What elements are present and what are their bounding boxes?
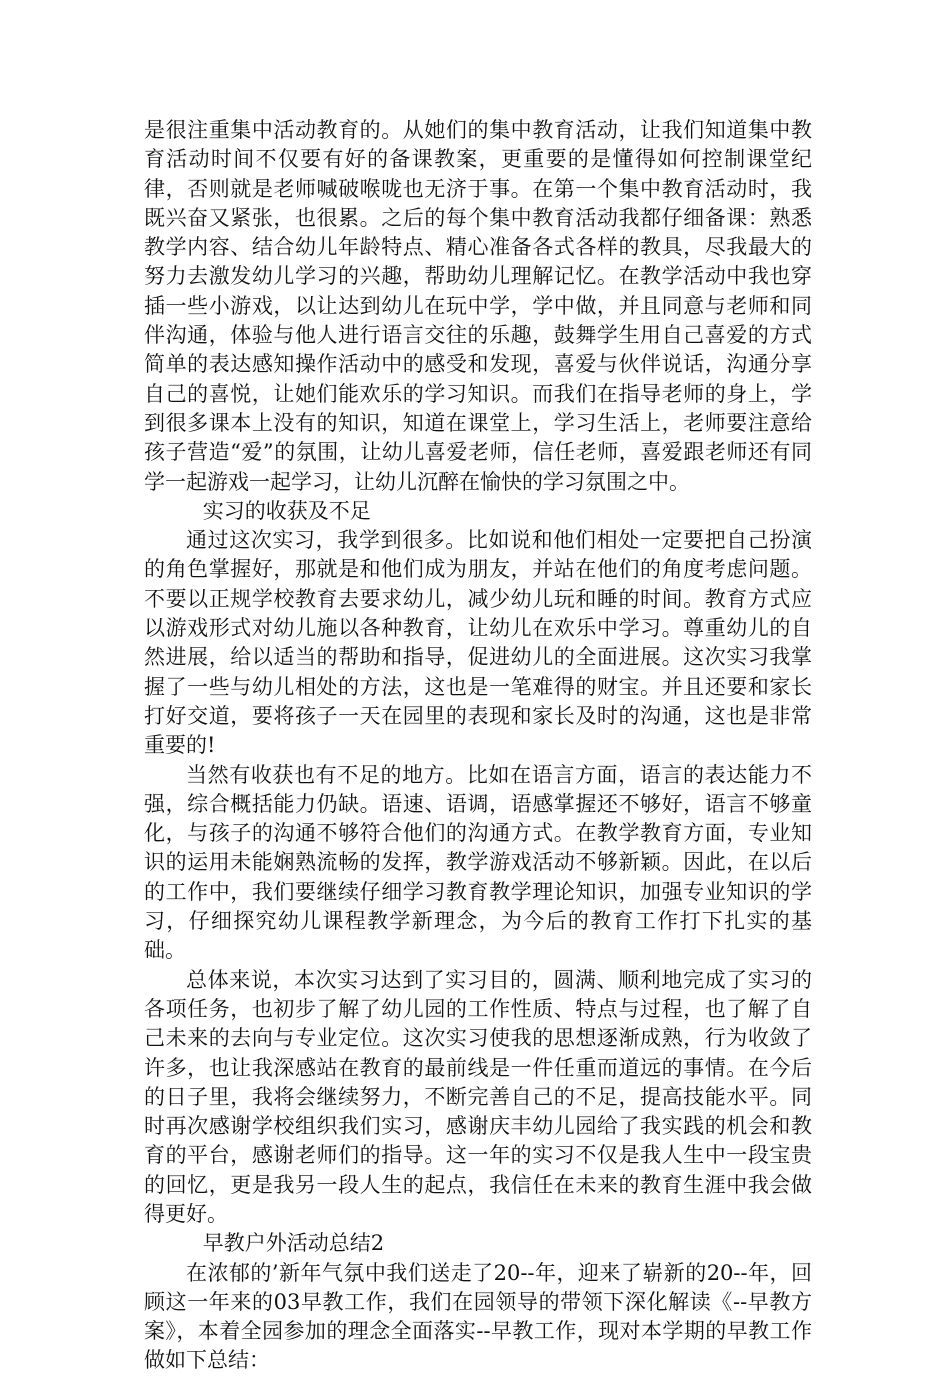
body-paragraph-shortcomings: 当然有收获也有不足的地方。比如在语言方面，语言的表达能力不强，综合概括能力仍缺。语速、语调，语感掌握还不够好，语言不够童化，与孩子的沟通不够符合他们的沟通方式。在教学教育方面，专业知识的运用未能娴熟流畅的发挥，教学游戏活动不够新颖。因此，在以后的工作中，我们要继续仔细学习教育教学理论知识，加强专业知识的学习，仔细探究幼儿课程教学新理念，为今后的教育工作打下扎实的基础。: [144, 762, 812, 963]
body-paragraph-gains: 通过这次实习，我学到很多。比如说和他们相处一定要把自己扮演的角色掌握好，那就是和他们成为朋友，并站在他们的角度考虑问题。不要以正规学校教育去要求幼儿，减少幼儿玩和睡的时间。教育方式应以游戏形式对幼儿施以各种教育，让幼儿在欢乐中学习。尊重幼儿的自然进展，给以适当的帮助和指导，促进幼儿的全面进展。这次实习我掌握了一些与幼儿相处的方法，这也是一笔难得的财宝。并且还要和家长打好交道，要将孩子一天在园里的表现和家长及时的沟通，这也是非常重要的!: [144, 528, 812, 758]
body-paragraph-new-year: 在浓郁的’新年气氛中我们送走了20--年，迎来了崭新的20--年，回顾这一年来的03早教工作，我们在园领导的带领下深化解读《--早教方案》，本着全园参加的理念全面落实--早教工作，现对本学期的早教工作做如下总结：: [144, 1260, 812, 1373]
section-heading-early-education-summary: 早教户外活动总结2: [202, 1231, 385, 1256]
document-page: [144, 116, 812, 1376]
body-paragraph-continued: 是很注重集中活动教育的。从她们的集中教育活动，让我们知道集中教育活动时间不仅要有好的备课教案，更重要的是懂得如何控制课堂纪律，否则就是老师喊破喉咙也无济于事。在第一个集中教育活动时，我既兴奋又紧张，也很累。之后的每个集中教育活动我都仔细备课：熟悉教学内容、结合幼儿年龄特点、精心准备各式各样的教具，尽我最大的努力去激发幼儿学习的兴趣，帮助幼儿理解记忆。在教学活动中我也穿插一些小游戏，以让达到幼儿在玩中学，学中做，并且同意与老师和同伴沟通，体验与他人进行语言交往的乐趣，鼓舞学生用自己喜爱的方式简单的表达感知操作活动中的感受和发现，喜爱与伙伴说话，沟通分享自己的喜悦，让她们能欢乐的学习知识。而我们在指导老师的身上，学到很多课本上没有的知识，知道在课堂上，学习生活上，老师要注意给孩子营造“爱”的氛围，让幼儿喜爱老师，信任老师，喜爱跟老师还有同学一起游戏一起学习，让幼儿沉醉在愉快的学习氛围之中。: [144, 118, 812, 494]
body-paragraph-summary: 总体来说，本次实习达到了实习目的，圆满、顺利地完成了实习的各项任务，也初步了解了幼儿园的工作性质、特点与过程，也了解了自己未来的去向与专业定位。这次实习使我的思想逐渐成熟，行为收敛了许多，也让我深感站在教育的最前线是一件任重而道远的事情。在今后的日子里，我将会继续努力，不断完善自己的不足，提高技能水平。同时再次感谢学校组织我们实习，感谢庆丰幼儿园给了我实践的机会和教育的平台，感谢老师们的指导。这一年的实习不仅是我人生中一段宝贵的回忆，更是我另一段人生的起点，我信任在未来的教育生涯中我会做得更好。: [144, 967, 812, 1226]
section-heading-internship-gains: 实习的收获及不足: [202, 498, 371, 523]
